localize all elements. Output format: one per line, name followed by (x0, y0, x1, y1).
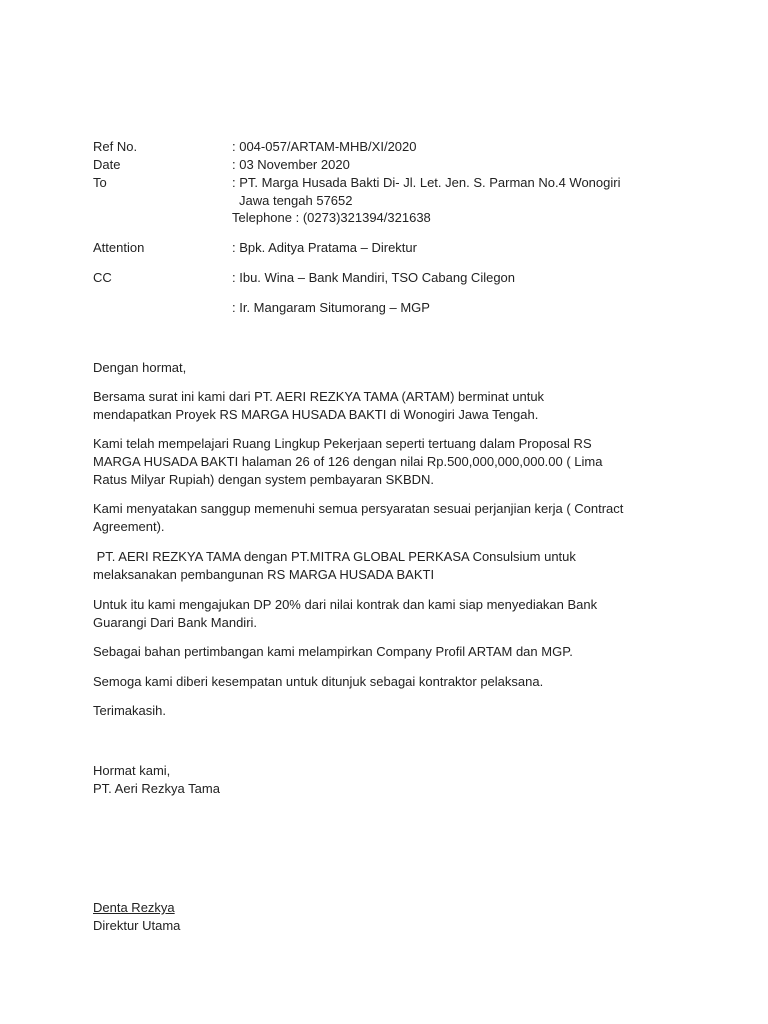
salutation-text: Dengan hormat, (93, 360, 187, 375)
paragraph-3 (93, 500, 693, 536)
paragraph-2-line-2: MARGA HUSADA BAKTI halaman 26 of 126 dengan nilai Rp.500,000,000,000.00 ( Lima (93, 454, 603, 469)
salutation (93, 359, 693, 377)
attention-value: : Bpk. Aditya Pratama – Direktur (232, 240, 417, 255)
paragraph-6-text: Sebagai bahan pertimbangan kami melampirkan Company Profil ARTAM dan MGP. (93, 644, 573, 659)
paragraph-5 (93, 596, 693, 632)
paragraph-1-line-2: mendapatkan Proyek RS MARGA HUSADA BAKTI di Wonogiri Jawa Tengah. (93, 407, 539, 422)
date-label: Date (93, 157, 121, 172)
paragraph-3-line-1: Kami menyatakan sanggup memenuhi semua persyaratan sesuai perjanjian kerja ( Contract (93, 501, 624, 516)
paragraph-8-text: Terimakasih. (93, 703, 166, 718)
paragraph-5-line-1: Untuk itu kami mengajukan DP 20% dari nilai kontrak dan kami siap menyediakan Bank (93, 597, 598, 612)
paragraph-7-text: Semoga kami diberi kesempatan untuk ditunjuk sebagai kontraktor pelaksana. (93, 674, 544, 689)
ref-row (93, 138, 693, 156)
to-value-line3: Telephone : (0273)321394/321638 (232, 210, 431, 225)
paragraph-6 (93, 643, 693, 661)
to-label: To (93, 175, 107, 190)
paragraph-7 (93, 673, 693, 691)
attention-label: Attention (93, 240, 145, 255)
signature-block (93, 899, 693, 935)
paragraph-2-line-3: Ratus Milyar Rupiah) dengan system pembayaran SKBDN. (93, 472, 435, 487)
cc-label: CC (93, 270, 112, 285)
paragraph-2 (93, 435, 693, 489)
attention-row (93, 239, 693, 257)
paragraph-1-line-1: Bersama surat ini kami dari PT. AERI REZKYA TAMA (ARTAM) berminat untuk (93, 389, 545, 404)
cc-value-1: : Ibu. Wina – Bank Mandiri, TSO Cabang Cilegon (232, 270, 516, 285)
paragraph-8 (93, 702, 693, 720)
closing-block (93, 762, 693, 798)
paragraph-2-line-1: Kami telah mempelajari Ruang Lingkup Pekerjaan seperti tertuang dalam Proposal RS (93, 436, 592, 451)
ref-label: Ref No. (93, 139, 138, 154)
paragraph-1 (93, 388, 693, 424)
date-value: : 03 November 2020 (232, 157, 350, 172)
cc-row (93, 269, 693, 287)
signer-title: Direktur Utama (93, 918, 181, 933)
to-row (93, 174, 693, 192)
date-row (93, 156, 693, 174)
paragraph-4 (93, 548, 693, 584)
cc-value-2: : Ir. Mangaram Situmorang – MGP (232, 300, 430, 315)
paragraph-5-line-2: Guarangi Dari Bank Mandiri. (93, 615, 258, 630)
paragraph-4-line-2: melaksanakan pembangunan RS MARGA HUSADA BAKTI (93, 567, 435, 582)
paragraph-4-line-1: PT. AERI REZKYA TAMA dengan PT.MITRA GLOBAL PERKASA Consulsium untuk (93, 549, 576, 564)
to-value-line1: : PT. Marga Husada Bakti Di- Jl. Let. Jen. S. Parman No.4 Wonogiri (232, 175, 621, 190)
to-value-line2: Jawa tengah 57652 (239, 193, 353, 208)
paragraph-3-line-2: Agreement). (93, 519, 165, 534)
signer-name: Denta Rezkya (93, 900, 175, 915)
closing-line-1: Hormat kami, (93, 763, 171, 778)
closing-line-2: PT. Aeri Rezkya Tama (93, 781, 220, 796)
ref-value: : 004-057/ARTAM-MHB/XI/2020 (232, 139, 417, 154)
